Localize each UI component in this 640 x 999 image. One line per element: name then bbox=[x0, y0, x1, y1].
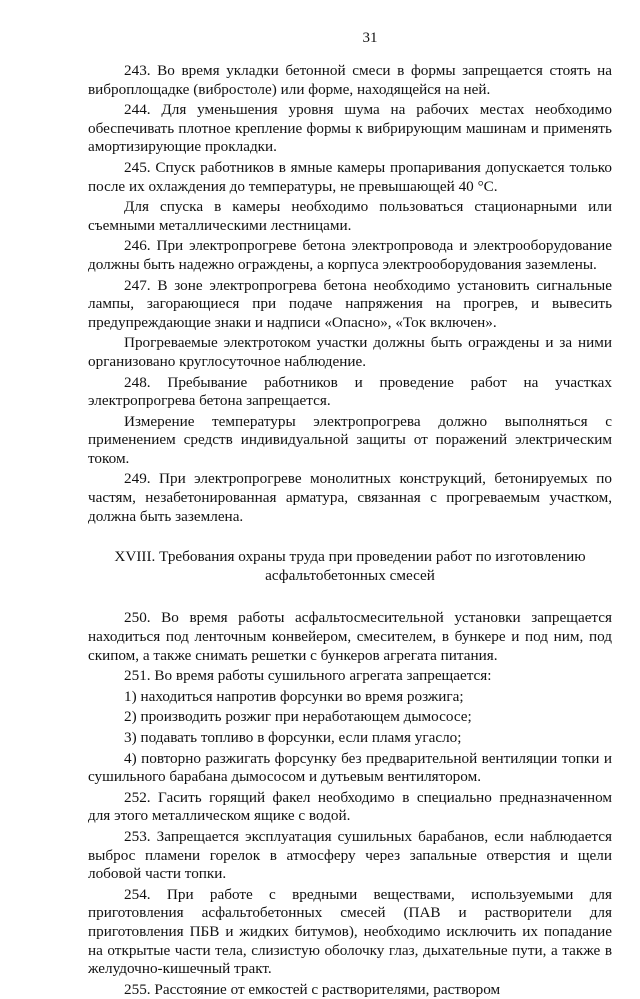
list-item-2: 2) производить розжиг при неработающем дымососе; bbox=[124, 708, 472, 726]
page-number: 31 bbox=[362, 30, 378, 46]
paragraph-255: 255. Расстояние от емкостей с растворителями, раствором bbox=[124, 980, 501, 998]
paragraph-247: 247. В зоне электропрогрева бетона необходимо установить сигнальные лампы, загорающиеся при подаче напряжения на прогрев, и вывесить предупреждающие знаки и надписи «Опасно», «Ток включен». bbox=[88, 276, 612, 331]
paragraph-252: 252. Гасить горящий факел необходимо в специально предназначенном для этого металлическом ящике с водой. bbox=[88, 788, 612, 825]
paragraph-251: 251. Во время работы сушильного агрегата запрещается: bbox=[124, 667, 492, 685]
list-item-4: 4) повторно разжигать форсунку без предварительной вентиляции топки и сушильного барабана дымососом и дутьевым вентилятором. bbox=[88, 749, 612, 786]
paragraph-248-note: Измерение температуры электропрогрева должно выполняться с применением средств индивидуальной защиты от поражений электрическим током. bbox=[88, 412, 612, 467]
paragraph-244: 244. Для уменьшения уровня шума на рабочих местах необходимо обеспечивать плотное крепление формы к вибрирующим машинам и применять амортизирующие прокладки. bbox=[88, 101, 612, 156]
paragraph-250: 250. Во время работы асфальтосмесительной установки запрещается находиться под ленточным конвейером, смесителем, в бункере и под ним, под скипом, а также снимать решетки с бункеров агрегата питания. bbox=[88, 609, 612, 664]
section-heading-line-1: XVIII. Требования охраны труда при проведении работ по изготовлению bbox=[114, 548, 586, 566]
section-heading-line-2: асфальтобетонных смесей bbox=[265, 566, 435, 584]
document-body bbox=[88, 62, 612, 999]
list-item-1: 1) находиться напротив форсунки во время розжига; bbox=[124, 687, 464, 705]
paragraph-248: 248. Пребывание работников и проведение работ на участках электропрогрева бетона запрещается. bbox=[88, 373, 612, 410]
paragraph-254: 254. При работе с вредными веществами, используемыми для приготовления асфальтобетонных смесей (ПАВ и растворители для приготовления ПБВ и жидких битумов), необходимо исключить их попадание на открытые части тела, слизистую оболочку глаз, дыхательные пути, а также в желудочно-кишечный тракт. bbox=[88, 885, 612, 978]
list-item-3: 3) подавать топливо в форсунки, если пламя угасло; bbox=[124, 729, 462, 746]
paragraph-249: 249. При электропрогреве монолитных конструкций, бетонируемых по частям, незабетонированная арматура, связанная с прогреваемым участком, должна быть заземлена. bbox=[88, 470, 612, 525]
paragraph-246: 246. При электропрогреве бетона электропровода и электрооборудование должны быть надежно ограждены, а корпуса электрооборудования заземлены. bbox=[88, 237, 612, 273]
section-heading bbox=[88, 548, 612, 585]
paragraph-245: 245. Спуск работников в ямные камеры пропаривания допускается только после их охлаждения до температуры, не превышающей 40 °С. bbox=[88, 158, 612, 195]
paragraph-247-note: Прогреваемые электротоком участки должны быть ограждены и за ними организовано круглосуточное наблюдение. bbox=[88, 334, 612, 370]
paragraph-243: 243. Во время укладки бетонной смеси в формы запрещается стоять на виброплощадке (вибростоле) или форме, находящейся на ней. bbox=[88, 62, 612, 98]
paragraph-253: 253. Запрещается эксплуатация сушильных барабанов, если наблюдается выброс пламени горелок в атмосферу через запальные отверстия и щели лобовой части топки. bbox=[88, 827, 612, 883]
paragraph-245-note: Для спуска в камеры необходимо пользоваться стационарными или съемными металлическими лестницами. bbox=[88, 198, 612, 234]
